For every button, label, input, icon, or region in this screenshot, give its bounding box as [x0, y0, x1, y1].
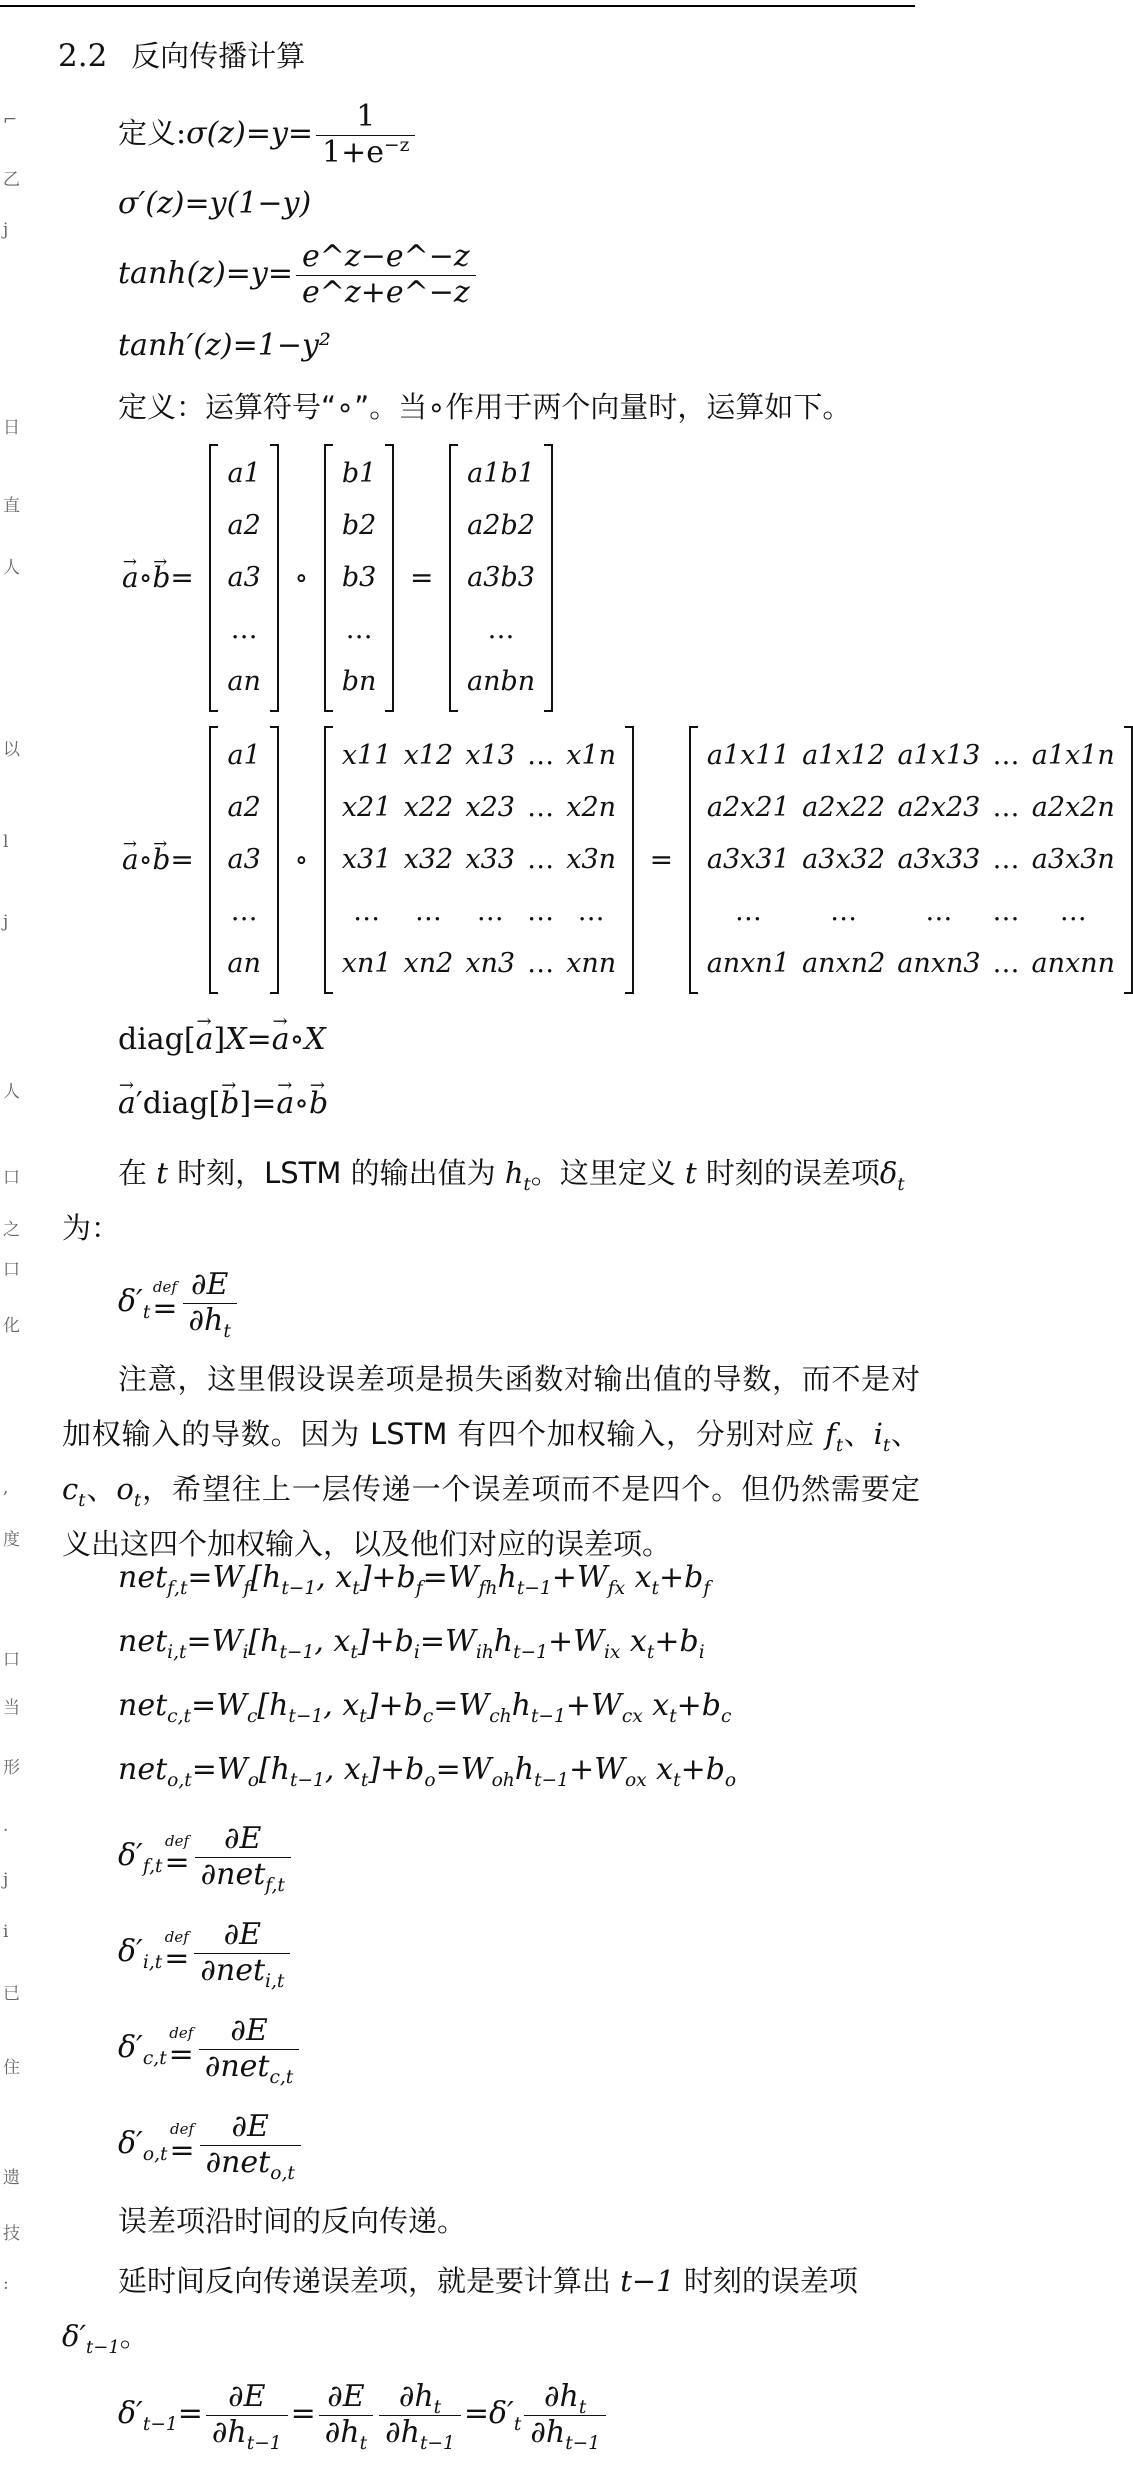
diag-equation-1: diag[→ a]X=→ a∘X: [118, 1022, 326, 1058]
vector-a: a1 a2 a3 … an: [209, 444, 279, 712]
net-c-equation: $net_{c,t}=W_c[h_{t-1}$, $x_t]+b_c=W_{ch}h_{t-1}+W_{cx}$ $x_t+b_c$: [118, 1688, 732, 1727]
matrix-cell: …: [830, 895, 858, 927]
matrix-cell: x31: [341, 843, 392, 875]
delta-t-definition: $\delta'_t$ def = $\frac{\partial E}{\partial h_t}$: [118, 1268, 240, 1338]
matrix-cell: a2x21: [706, 791, 790, 823]
matrix-cell: …: [992, 895, 1020, 927]
matrix-cell: …: [527, 791, 555, 823]
matrix-cell: x12: [403, 739, 454, 771]
vector-hadamard-equation: → a∘→ b= a1 a2 a3 … an ∘ b1 b2 b3 … bn = a1b1 a2b2 a3b3 … anbn: [116, 444, 553, 712]
top-rule: [0, 5, 915, 7]
hadamard-definition: 定义：运算符号“∘”。当∘作用于两个向量时，运算如下。: [118, 390, 852, 424]
matrix-cell: …: [527, 895, 555, 927]
matrix-cell: …: [925, 895, 953, 927]
matrix-cell: a3x32: [802, 843, 886, 875]
delta-f-definition: $\delta'_{f,t}$ def = $\frac{\partial E}{\partial net_{f,t}}$: [118, 1822, 294, 1892]
matrix-cell: …: [1059, 895, 1087, 927]
tanh-definition: tanh(z)=y= $\frac{e\^{}z-e\^{}-z}{e\^{}z+e\^{}-z}$: [118, 240, 479, 310]
matrix-cell: …: [577, 895, 605, 927]
tanh-derivative: tanh′(z)=1−y²: [118, 328, 331, 363]
matrix-cell: a3x31: [706, 843, 790, 875]
matrix-cell: x11: [341, 739, 392, 771]
matrix-cell: …: [527, 947, 555, 979]
net-f-equation: $net_{f,t}=W_f[h_{t-1}$, $x_t]+b_f=W_{fh}h_{t-1}+W_{fx}$ $x_t+b_f$: [118, 1560, 711, 1599]
matrix-cell: anxnn: [1031, 947, 1116, 979]
delta-c-definition: $\delta'_{c,t}$ def = $\frac{\partial E}{\partial net_{c,t}}$: [118, 2014, 302, 2084]
paragraph-time-backprop: 延时间反向传递误差项，就是要计算出 t−1 时刻的误差项 $\delta'_{t-1}$。: [62, 2264, 858, 2358]
text-backprop-time: 误差项沿时间的反向传递。: [118, 2204, 467, 2238]
matrix-cell: a3x3n: [1031, 843, 1115, 875]
matrix-cell: xnn: [566, 947, 617, 979]
sigma-definition: 定义:σ(z)=y= $\frac{1}{1+e^{-z}}$: [118, 100, 418, 170]
matrix-cell: a2x22: [802, 791, 886, 823]
net-o-equation: $net_{o,t}=W_o[h_{t-1}$, $x_t]+b_o=W_{oh}h_{t-1}+W_{ox}$ $x_t+b_o$: [118, 1752, 737, 1791]
matrix-cell: …: [527, 843, 555, 875]
matrix-ax: [689, 726, 1133, 994]
matrix-cell: x3n: [566, 843, 617, 875]
matrix-cell: …: [992, 843, 1020, 875]
section-heading: [58, 38, 305, 75]
paragraph-weighted-inputs: 注意，这里假设误差项是损失函数对输出值的导数，而不是对加权输入的导数。因为 LSTM 有四个加权输入，分别对应 $f_t$、$i_t$、$c_t$、$o_t$，希望往上一层传递一个误差项而不是四个。但仍然需要定义出这四个加权输入，以及他们对应的误差项。: [62, 1362, 920, 1561]
vector-b: b1 b2 b3 … bn: [324, 444, 395, 712]
matrix-cell: xn1: [341, 947, 392, 979]
matrix-cell: …: [414, 895, 442, 927]
matrix-cell: x22: [403, 791, 454, 823]
diag-equation-2: → a′diag[→ b]=→ a∘→ b: [118, 1086, 328, 1122]
matrix-cell: a1x11: [706, 739, 790, 771]
delta-i-definition: $\delta'_{i,t}$ def = $\frac{\partial E}{\partial net_{i,t}}$: [118, 1918, 293, 1988]
matrix-cell: a2x2n: [1031, 791, 1115, 823]
matrix-a: a1 a2 a3 … an: [209, 726, 279, 994]
matrix-cell: …: [992, 791, 1020, 823]
sigma-derivative: σ′(z)=y(1−y): [118, 186, 312, 221]
matrix-cell: …: [353, 895, 381, 927]
delta-t-minus-1-equation: $\delta'_{t-1}=$ $\frac{\partial E}{\partial h_{t-1}}$ = $\frac{\partial E}{\partial h_t}$ $\frac{\partial h_t}{\partial h_{t-1}}$ $=\delta'_t$ $\frac{\partial h_t}{\partial h_{t-1}}$: [118, 2380, 609, 2450]
matrix-cell: a1x12: [802, 739, 886, 771]
matrix-cell: …: [734, 895, 762, 927]
matrix-cell: a2x23: [897, 791, 981, 823]
matrix-x: [324, 726, 634, 994]
matrix-cell: x23: [465, 791, 515, 823]
matrix-cell: …: [527, 739, 555, 771]
matrix-cell: x13: [465, 739, 515, 771]
matrix-cell: …: [476, 895, 504, 927]
vector-ab: a1b1 a2b2 a3b3 … anbn: [449, 444, 553, 712]
section-title: 反向传播计算: [131, 39, 306, 73]
net-i-equation: $net_{i,t}=W_i[h_{t-1}$, $x_t]+b_i=W_{ih}h_{t-1}+W_{ix}$ $x_t+b_i$: [118, 1624, 705, 1663]
matrix-cell: xn3: [465, 947, 516, 979]
matrix-hadamard-equation: → a∘→ b= a1 a2 a3 … an ∘ x11 x12 x13 … x1n x21 x22 x23 … x2n x31 x32 x33 … x3n … … … … … xn1 xn2 xn3 … xnn = a1x11 a1x12 a1x13 … a1x1n a2x21 a2x22 a2x23 … a2x2n a3x31 a3x32 a3x33 … a3x3n … … … … … anxn1 anxn2 anxn3 … anxnn: [116, 726, 1133, 994]
matrix-cell: anxn1: [706, 947, 790, 979]
matrix-cell: xn2: [403, 947, 454, 979]
matrix-cell: …: [992, 739, 1020, 771]
matrix-cell: anxn3: [897, 947, 981, 979]
matrix-cell: x1n: [566, 739, 617, 771]
matrix-cell: x33: [465, 843, 515, 875]
matrix-cell: a3x33: [897, 843, 981, 875]
matrix-cell: anxn2: [801, 947, 886, 979]
matrix-cell: …: [992, 947, 1020, 979]
matrix-cell: a1x13: [897, 739, 981, 771]
matrix-cell: a1x1n: [1031, 739, 1115, 771]
matrix-cell: x21: [341, 791, 392, 823]
cropped-left-column: ⌐ 乙 j 日 直 人 以 l j 人 口 之 口 化 , 度 口 当 形 . j i 已 住 遗 技 :: [3, 110, 20, 2294]
paragraph-error-term: 在 t 时刻，LSTM 的输出值为 $h_t$。这里定义 t 时刻的误差项$\delta_t$ 为：: [62, 1156, 905, 1245]
matrix-cell: x2n: [566, 791, 617, 823]
section-number: 2.2: [58, 38, 108, 74]
delta-o-definition: $\delta'_{o,t}$ def = $\frac{\partial E}{\partial net_{o,t}}$: [118, 2110, 304, 2180]
matrix-cell: x32: [403, 843, 454, 875]
